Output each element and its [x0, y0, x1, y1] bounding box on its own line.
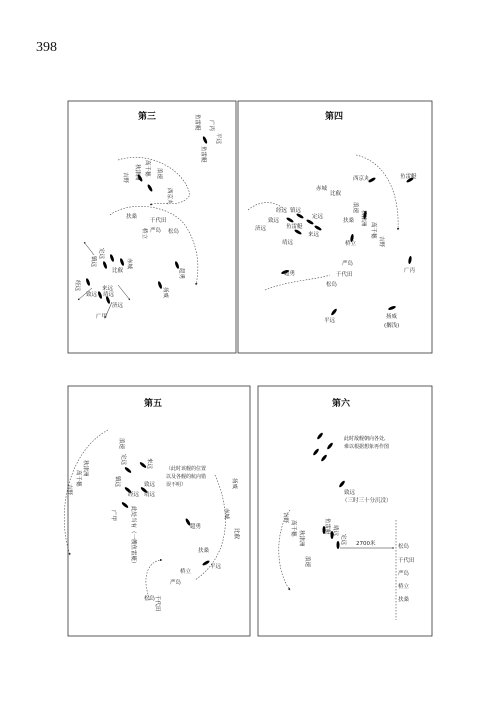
- panel-4-frame: [238, 101, 432, 353]
- ship-label: 严岛: [398, 571, 410, 577]
- ship-label: 鱼雷艇: [324, 518, 330, 535]
- panel-5-title: 第五: [144, 399, 163, 409]
- ship-label: 扬威: [231, 478, 237, 490]
- ship-label: 吉野: [66, 484, 72, 496]
- ship-label: 广丙: [404, 268, 416, 274]
- ship-label: 桥立: [141, 228, 147, 240]
- ship-label: 平远: [210, 564, 222, 570]
- panel-3-title: 第三: [138, 112, 157, 122]
- ship-label: 扬威: [386, 314, 398, 320]
- ship-label: 来远: [102, 286, 114, 292]
- panel-6-note: 难以根据想象再作图: [344, 444, 390, 450]
- ship-label: 定远: [312, 214, 324, 220]
- ship-label: 浪速: [304, 556, 310, 568]
- ship-label: 靖远: [282, 240, 294, 246]
- ship-label: 经远: [276, 208, 288, 214]
- ship-marker: [85, 278, 91, 287]
- ship-label: 比叡: [330, 191, 342, 197]
- ship-label: 浪速: [118, 438, 124, 450]
- panel-5-note: 误不明）: [166, 482, 187, 488]
- ship-label: 千代田: [154, 595, 160, 612]
- ship-label: 扶桑: [126, 214, 138, 220]
- ship-label: 松岛: [326, 282, 338, 288]
- ship-label: 松岛: [168, 229, 180, 235]
- ship-label: 扶桑: [198, 548, 210, 554]
- ship-label: 定远: [98, 248, 104, 260]
- ship-label: 靖远: [144, 492, 156, 498]
- ship-label: 比叡: [233, 528, 239, 540]
- panel-5: [64, 386, 250, 636]
- ship-label: 经远: [128, 492, 140, 498]
- ship-label: 鱼雷艇: [194, 114, 200, 131]
- panel-6: [258, 386, 432, 636]
- ship-label: 桥立: [345, 241, 357, 247]
- ship-label: 鱼雷艇: [286, 224, 303, 230]
- ship-label: 济远: [112, 303, 124, 309]
- ship-label: 镇远: [90, 256, 96, 268]
- ship-label: 来远: [146, 458, 152, 470]
- ship-label: 吉野: [122, 172, 128, 184]
- ship-label: 千代田: [398, 558, 415, 564]
- ship-marker: [97, 291, 103, 300]
- panel-5-labels: [66, 438, 241, 612]
- panel-5-track: [146, 560, 162, 600]
- panel-3-frame: [68, 101, 236, 353]
- panel-3-labels: [74, 114, 223, 320]
- ship-label: 致远: [268, 218, 280, 224]
- ship-label: 桥立: [398, 584, 410, 590]
- ship-marker: [147, 184, 154, 192]
- panel-6-title: 第六: [332, 399, 351, 409]
- ship-label: 超勇: [284, 271, 296, 277]
- ship-label: 吉野: [378, 236, 384, 248]
- ship-label: 平远: [324, 318, 336, 324]
- ship-marker: [157, 281, 163, 290]
- ship-label: 定远: [120, 454, 126, 466]
- panel-4-track: [265, 275, 330, 290]
- ship-label: 严岛: [150, 228, 162, 234]
- panel-3: [68, 101, 236, 353]
- ship-label: 扶桑: [398, 597, 410, 603]
- panel-6-labels: [282, 435, 415, 603]
- ship-marker: [202, 136, 208, 145]
- ship-label: 严岛: [342, 261, 354, 267]
- ship-label: 千代田: [150, 218, 167, 224]
- page-number: 398: [36, 40, 57, 55]
- ship-label: 松岛: [398, 544, 410, 550]
- ship-label: 扶桑: [343, 218, 355, 224]
- ship-label: 广丙: [208, 120, 214, 132]
- panel-4-labels: [255, 172, 417, 329]
- distance-label: 2700米: [356, 541, 376, 547]
- ship-label: 致远: [344, 490, 356, 496]
- ship-label: 高千穗: [75, 470, 81, 487]
- ship-label: 秋津洲: [134, 164, 140, 181]
- ship-label: 赤城: [316, 186, 328, 192]
- ship-label: 靖远: [103, 292, 115, 298]
- ship-label: 鱼雷艇: [400, 174, 417, 180]
- ship-label: 来远: [308, 232, 320, 238]
- ship-marker: [109, 254, 115, 263]
- ship-label: 鱼雷艇: [200, 146, 206, 163]
- ship-label: 致远: [86, 292, 98, 298]
- ship-marker: [102, 261, 108, 270]
- ship-label: 松岛: [144, 596, 156, 602]
- ship-label: 赤城: [126, 258, 132, 270]
- panel-4-title: 第四: [325, 112, 344, 122]
- ship-label: 此处当有（一艘鱼雷艇）: [130, 506, 136, 567]
- panel-6-note: 此时敌舰朝向各处,: [344, 436, 386, 442]
- ship-label: 致远: [144, 482, 156, 488]
- ship-label: 定远: [340, 534, 346, 546]
- ship-label: 吉野: [282, 512, 288, 524]
- ship-label: 镇远: [114, 476, 120, 488]
- ship-label: 超勇: [178, 268, 184, 280]
- ship-label: (搁浅): [384, 323, 400, 329]
- ship-label: 广甲: [110, 510, 116, 522]
- ship-label: 超勇: [190, 524, 202, 530]
- ship-label: 严岛: [170, 580, 182, 586]
- ship-label: 高千穗: [370, 222, 376, 239]
- ship-label: 济远: [255, 226, 267, 232]
- panel-5-note: 以及各舰的航向错: [166, 474, 207, 480]
- ship-label: 西京丸: [353, 176, 370, 182]
- ship-label: 平远: [215, 133, 221, 145]
- ship-label: 高千穗: [144, 160, 150, 177]
- panel-5-note: （此时该舰的位置: [166, 466, 207, 472]
- ship-label: 浪速: [156, 168, 162, 180]
- ship-marker: [119, 258, 125, 267]
- ship-label: 靖远: [332, 525, 338, 537]
- ship-label: 西京丸: [166, 188, 172, 205]
- ship-label: 赤城: [223, 508, 229, 520]
- ship-label: （三时三十分沉没）: [342, 498, 392, 504]
- ship-label: 桥立: [180, 569, 192, 575]
- ship-label: 高千穗: [290, 520, 296, 537]
- ship-label: 比叡: [112, 268, 124, 274]
- ship-label: 秋津洲: [360, 210, 366, 227]
- ship-label: 千代田: [336, 272, 353, 278]
- ship-label: 镇远: [290, 208, 302, 214]
- ship-label: 秋津洲: [298, 530, 304, 547]
- panel-4: [238, 101, 432, 353]
- ship-label: 扬威: [162, 287, 168, 299]
- ship-label: 经远: [74, 280, 80, 292]
- ship-label: 秋津洲: [82, 460, 88, 477]
- ship-label: 广甲: [96, 314, 108, 320]
- ship-label: 浪速: [352, 202, 358, 214]
